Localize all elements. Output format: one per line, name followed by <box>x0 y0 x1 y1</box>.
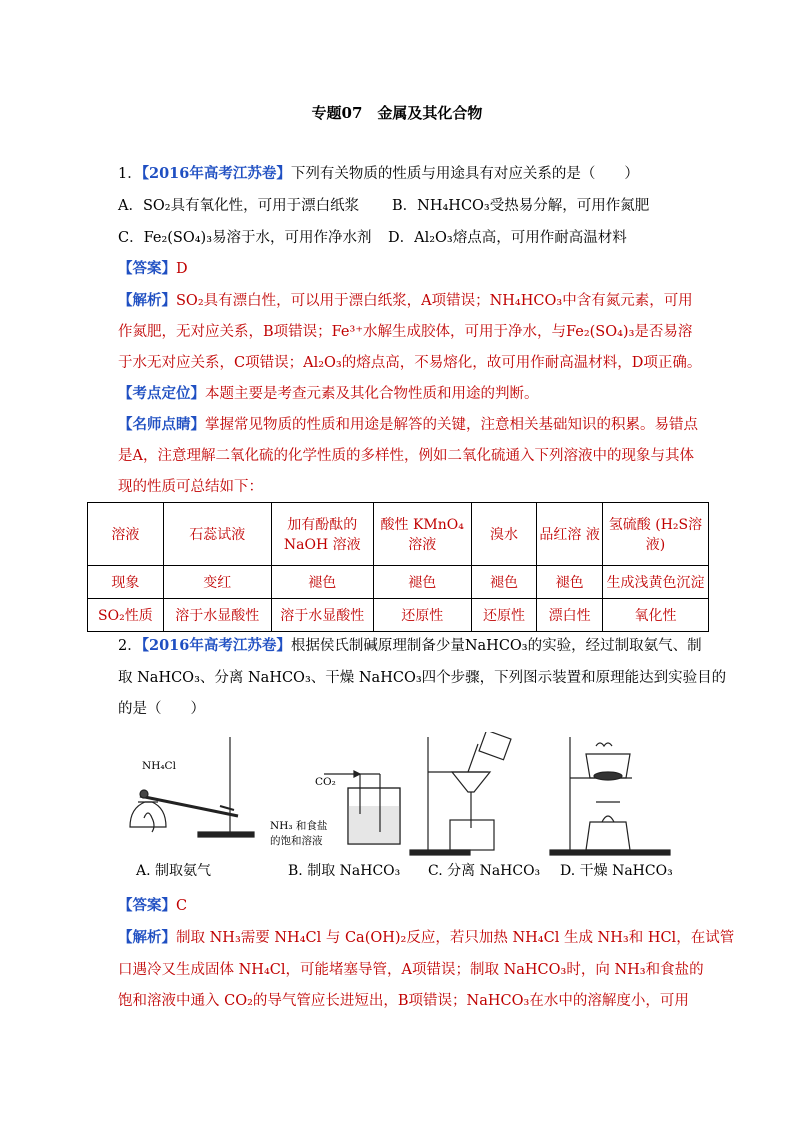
q2-analysis-line-3: 饱和溶液中通入 CO₂的导气管应长进短出，B项错误；NaHCO₃在水中的溶解度小，可用 <box>118 993 689 1009</box>
label-nh4cl: NH₄Cl <box>142 760 176 772</box>
table-cell: 褪色 <box>271 566 373 599</box>
table-row <box>88 599 709 632</box>
so2-properties-table <box>87 502 709 632</box>
caption-b: B. 制取 NaHCO₃ <box>288 863 401 879</box>
q1-tip-line-3: 现的性质可总结如下： <box>118 479 263 495</box>
table-cell: SO₂性质 <box>88 599 164 632</box>
q1-tip-tag: 【名师点睛】 <box>118 416 205 433</box>
q1-answer-line <box>118 259 688 279</box>
q1-tip-line-1 <box>118 415 698 435</box>
q2-answer: C <box>176 898 188 914</box>
table-cell: 漂白性 <box>537 599 603 632</box>
table-cell: 现象 <box>88 566 164 599</box>
label-nh3-salt-1: NH₃ 和食盐 <box>270 820 328 832</box>
q1-answer-tag: 【答案】 <box>118 260 176 277</box>
caption-a: A. 制取氨气 <box>136 863 212 879</box>
q1-analysis-text-1: SO₂具有漂白性，可以用于漂白纸浆，A项错误；NH₄HCO₃中含有氮元素，可用 <box>176 293 693 309</box>
q2-answer-line <box>118 896 688 916</box>
table-cell: 酸性 KMnO₄ 溶液 <box>373 503 471 566</box>
label-nh3-salt-2: 的饱和溶液 <box>270 835 323 847</box>
figure-c-apparatus <box>410 732 511 855</box>
q1-option-b: B．NH₄HCO₃受热易分解，可用作氮肥 <box>392 198 650 214</box>
figure-d-apparatus <box>550 737 670 855</box>
q2-stem-line-2: 取 NaHCO₃、分离 NaHCO₃、干燥 NaHCO₃四个步骤，下列图示装置和原理能达到实验目的 <box>118 670 727 686</box>
table-cell: 褪色 <box>471 566 537 599</box>
figure-a-apparatus <box>130 737 254 837</box>
table-header-row <box>88 503 709 566</box>
caption-c: C. 分离 NaHCO₃ <box>428 863 541 879</box>
table-cell: 溶于水显酸性 <box>271 599 373 632</box>
label-co2: CO₂ <box>315 776 336 788</box>
q1-option-a: A．SO₂具有氧化性，可用于漂白纸浆 <box>118 198 360 214</box>
q1-point-text: 本题主要是考查元素及其化合物性质和用途的判断。 <box>205 386 539 402</box>
apparatus-diagram <box>110 732 700 857</box>
q2-stem-text-1: 根据侯氏制碱原理制备少量NaHCO₃的实验，经过制取氨气、制 <box>290 638 702 654</box>
q2-source: 【2016年高考江苏卷】 <box>141 637 291 654</box>
q1-analysis-line-1 <box>118 291 693 311</box>
table-cell: 褪色 <box>537 566 603 599</box>
q1-source: 【2016年高考江苏卷】 <box>141 165 291 182</box>
q1-point-tag: 【考点定位】 <box>118 385 205 402</box>
q1-answer: D <box>176 261 188 277</box>
q2-analysis-line-1 <box>118 928 735 948</box>
q1-point-line <box>118 384 688 404</box>
q2-analysis-tag: 【解析】 <box>118 929 176 946</box>
apparatus-figures <box>110 732 700 882</box>
table-cell: 变红 <box>163 566 271 599</box>
table-cell: 溶于水显酸性 <box>163 599 271 632</box>
q1-stem: 下列有关物质的性质与用途具有对应关系的是（ ） <box>290 166 639 182</box>
q2-number: 2． <box>118 638 142 654</box>
q2-stem-line-3: 的是（ ） <box>118 701 205 717</box>
table-cell: 生成浅黄色沉淀 <box>602 566 708 599</box>
table-cell: 溶液 <box>88 503 164 566</box>
q2-analysis-line-2: 口遇冷又生成固体 NH₄Cl，可能堵塞导管，A项错误；制取 NaHCO₃时，向 NH₃和食盐的 <box>118 962 704 978</box>
table-cell: 加有酚酞的 NaOH 溶液 <box>271 503 373 566</box>
q2-answer-tag: 【答案】 <box>118 897 176 914</box>
q1-number: 1． <box>118 166 142 182</box>
q2-stem-line-1 <box>118 636 702 656</box>
q2-analysis-text-1: 制取 NH₃需要 NH₄Cl 与 Ca(OH)₂反应，若只加热 NH₄Cl 生成 NH₃和 HCl，在试管 <box>176 930 735 946</box>
table-cell: 氢硫酸 (H₂S溶液) <box>602 503 708 566</box>
table-cell: 还原性 <box>471 599 537 632</box>
table-cell: 褪色 <box>373 566 471 599</box>
caption-d: D. 干燥 NaHCO₃ <box>560 863 673 879</box>
q1-option-c: C．Fe₂(SO₄)₃易溶于水，可用作净水剂 <box>118 230 372 246</box>
table-row <box>88 566 709 599</box>
q1-analysis-line-3: 于水无对应关系，C项错误；Al₂O₃的熔点高，不易熔化，故可用作耐高温材料，D项正确。 <box>118 355 702 371</box>
table-cell: 品红溶 液 <box>537 503 603 566</box>
q1-tip-text-1: 掌握常见物质的性质和用途是解答的关键，注意相关基础知识的积累。易错点 <box>205 417 698 433</box>
page-title: 专题07 金属及其化合物 <box>311 104 483 122</box>
table-cell: 溴水 <box>471 503 537 566</box>
q1-tip-line-2: 是A，注意理解二氧化硫的化学性质的多样性，例如二氧化硫通入下列溶液中的现象与其体 <box>118 448 694 464</box>
q1-option-d: D．Al₂O₃熔点高，可用作耐高温材料 <box>388 230 627 246</box>
q1-stem-line <box>118 164 688 184</box>
q1-analysis-tag: 【解析】 <box>118 292 176 309</box>
table-cell: 还原性 <box>373 599 471 632</box>
q1-analysis-line-2: 作氮肥，无对应关系，B项错误；Fe³⁺水解生成胶体，可用于净水，与Fe₂(SO₄)₃是否易溶 <box>118 324 693 340</box>
table-cell: 石蕊试液 <box>163 503 271 566</box>
table-cell: 氧化性 <box>602 599 708 632</box>
